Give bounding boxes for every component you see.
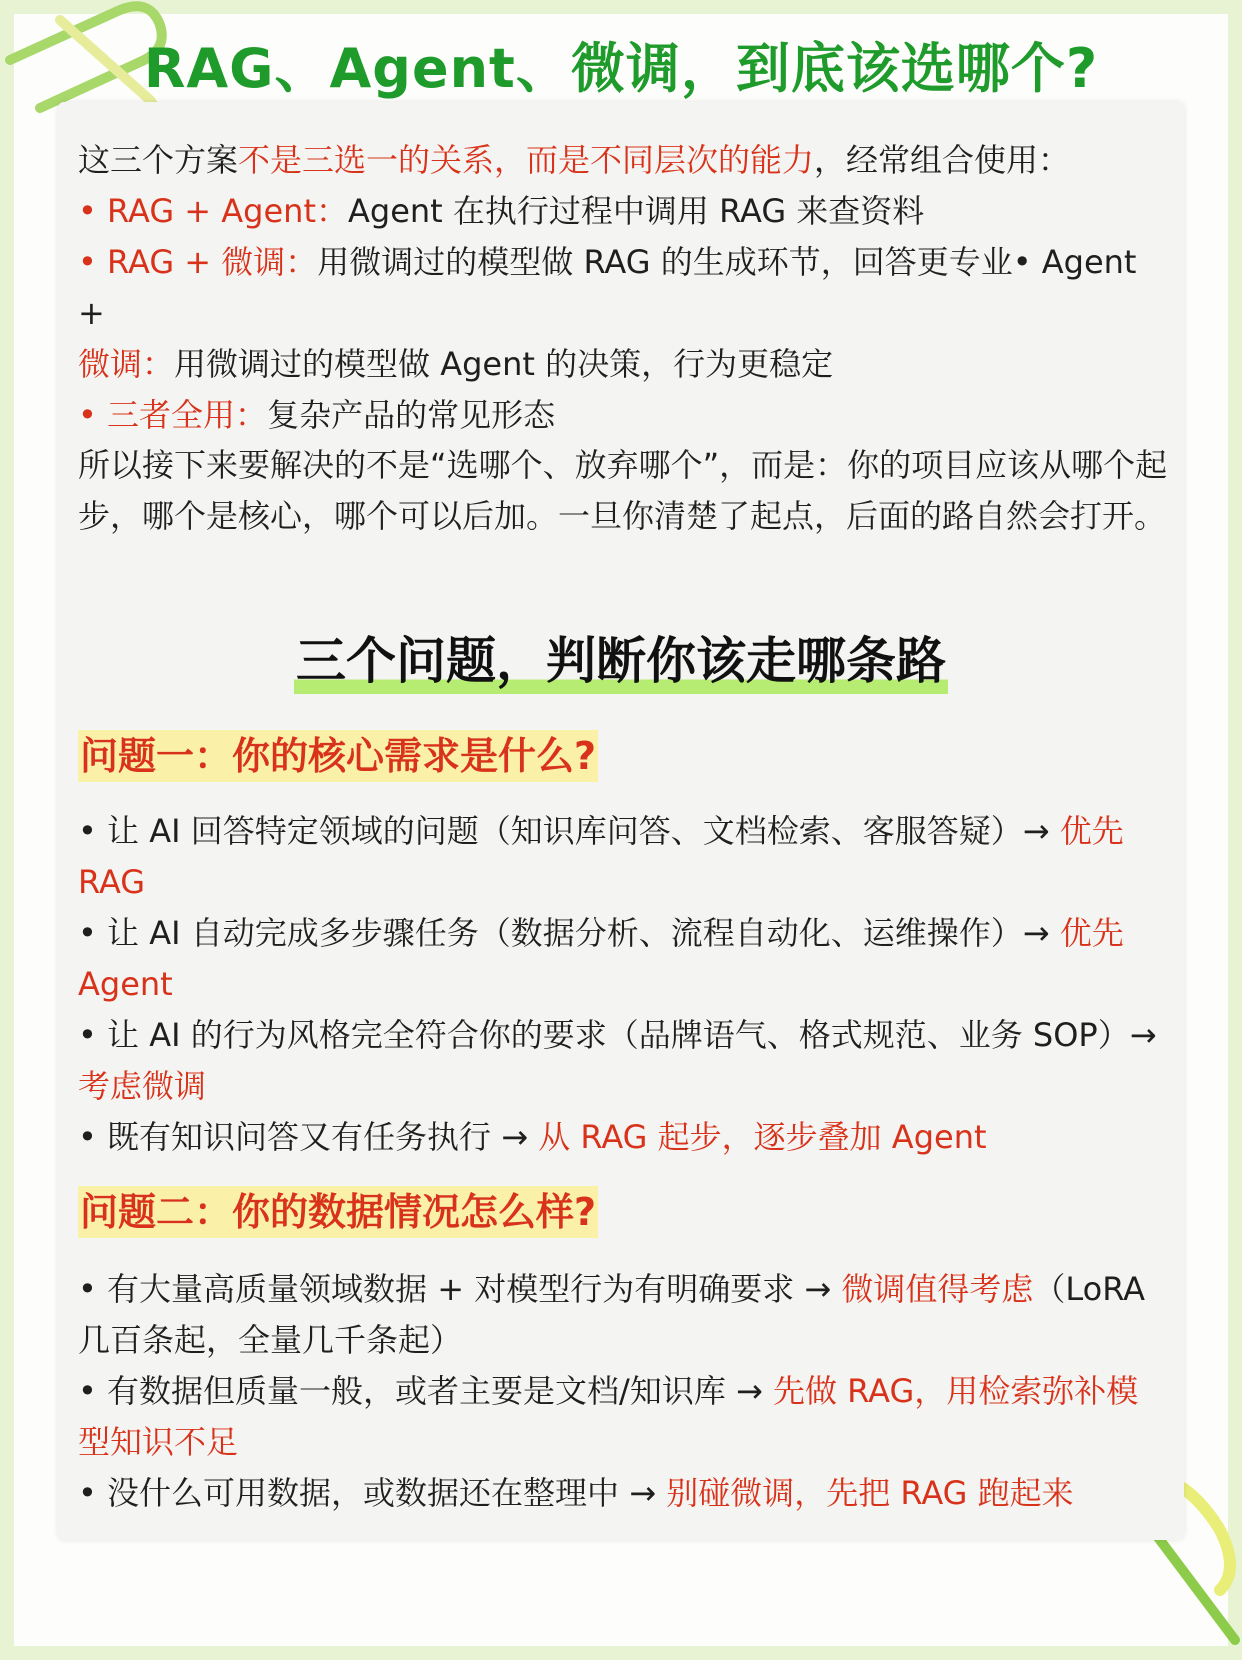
intro-item-label: RAG + 微调： [107, 243, 318, 281]
intro-item-text: 用微调过的模型做 Agent 的决策，行为更稳定 [174, 345, 834, 383]
list-item-emphasis: 优先 RAG [78, 812, 1124, 901]
bullet: • [78, 243, 108, 281]
list-item [78, 1366, 1168, 1468]
intro-item-label: RAG + Agent： [107, 192, 348, 230]
intro-item-text: Agent 在执行过程中调用 RAG 来查资料 [348, 192, 925, 230]
bullet: • [78, 192, 108, 230]
list-item [78, 1264, 1168, 1366]
bullet: • [78, 396, 108, 434]
list-item-emphasis: 别碰微调，先把 RAG 跑起来 [666, 1474, 1074, 1512]
list-item [78, 1010, 1168, 1112]
list-item [78, 1112, 1168, 1163]
intro-lead-emphasis: 不是三选一的关系，而是不同层次的能力 [238, 141, 815, 179]
intro-item [78, 186, 1168, 237]
list-item-text: • 让 AI 的行为风格完全符合你的要求（品牌语气、格式规范、业务 SOP）→ [78, 1016, 1157, 1054]
intro-item-text: 复杂产品的常见形态 [267, 396, 556, 434]
list-item-emphasis: 优先 Agent [78, 914, 1124, 1003]
intro-item-label: 三者全用： [107, 396, 268, 434]
list-item-emphasis: 从 RAG 起步，逐步叠加 Agent [538, 1118, 987, 1156]
list-item [78, 1468, 1168, 1519]
section-heading [0, 628, 1242, 694]
list-item-text: • 既有知识问答又有任务执行 → [78, 1118, 539, 1156]
list-item-tail: （LoRA 几百条起，全量几千条起） [78, 1270, 1146, 1359]
page-title: RAG、Agent、微调，到底该选哪个? [143, 37, 1099, 100]
list-item-emphasis: 先做 RAG，用检索弥补模型知识不足 [78, 1372, 1139, 1461]
question-two-list [78, 1264, 1168, 1519]
list-item-text: • 让 AI 自动完成多步骤任务（数据分析、流程自动化、运维操作）→ [78, 914, 1060, 952]
summary-paragraph: 所以接下来要解决的不是“选哪个、放弃哪个”，而是：你的项目应该从哪个起步，哪个是核心，哪个可以后加。一旦你清楚了起点，后面的路自然会打开。 [78, 446, 1168, 535]
intro-item-label: 微调： [78, 345, 175, 383]
list-item-text: • 有数据但质量一般，或者主要是文档/知识库 → [78, 1372, 773, 1410]
list-item-emphasis: 微调值得考虑 [841, 1270, 1034, 1308]
list-item [78, 806, 1168, 908]
intro-item [78, 390, 1168, 441]
list-item-text: • 没什么可用数据，或数据还在整理中 → [78, 1474, 667, 1512]
list-item [78, 908, 1168, 1010]
list-item-emphasis: 考虑微调 [78, 1067, 207, 1105]
intro-item-text: 用微调过的模型做 RAG 的生成环节，回答更专业• Agent + [78, 243, 1137, 332]
list-item-text: • 让 AI 回答特定领域的问题（知识库问答、文档检索、客服答疑）→ [78, 812, 1060, 850]
question-two-title: 问题二：你的数据情况怎么样? [78, 1186, 598, 1238]
intro-item [78, 237, 1168, 339]
intro-lead-text: 这三个方案 [78, 141, 239, 179]
question-one-title: 问题一：你的核心需求是什么? [78, 730, 598, 782]
question-one-list [78, 806, 1168, 1163]
section-heading-text: 三个问题，判断你该走哪条路 [294, 628, 948, 694]
intro-block [78, 135, 1168, 441]
intro-lead [78, 135, 1168, 186]
intro-lead-tail: ，经常组合使用： [814, 141, 1071, 179]
list-item-text: • 有大量高质量领域数据 + 对模型行为有明确要求 → [78, 1270, 842, 1308]
intro-item [78, 339, 1168, 390]
